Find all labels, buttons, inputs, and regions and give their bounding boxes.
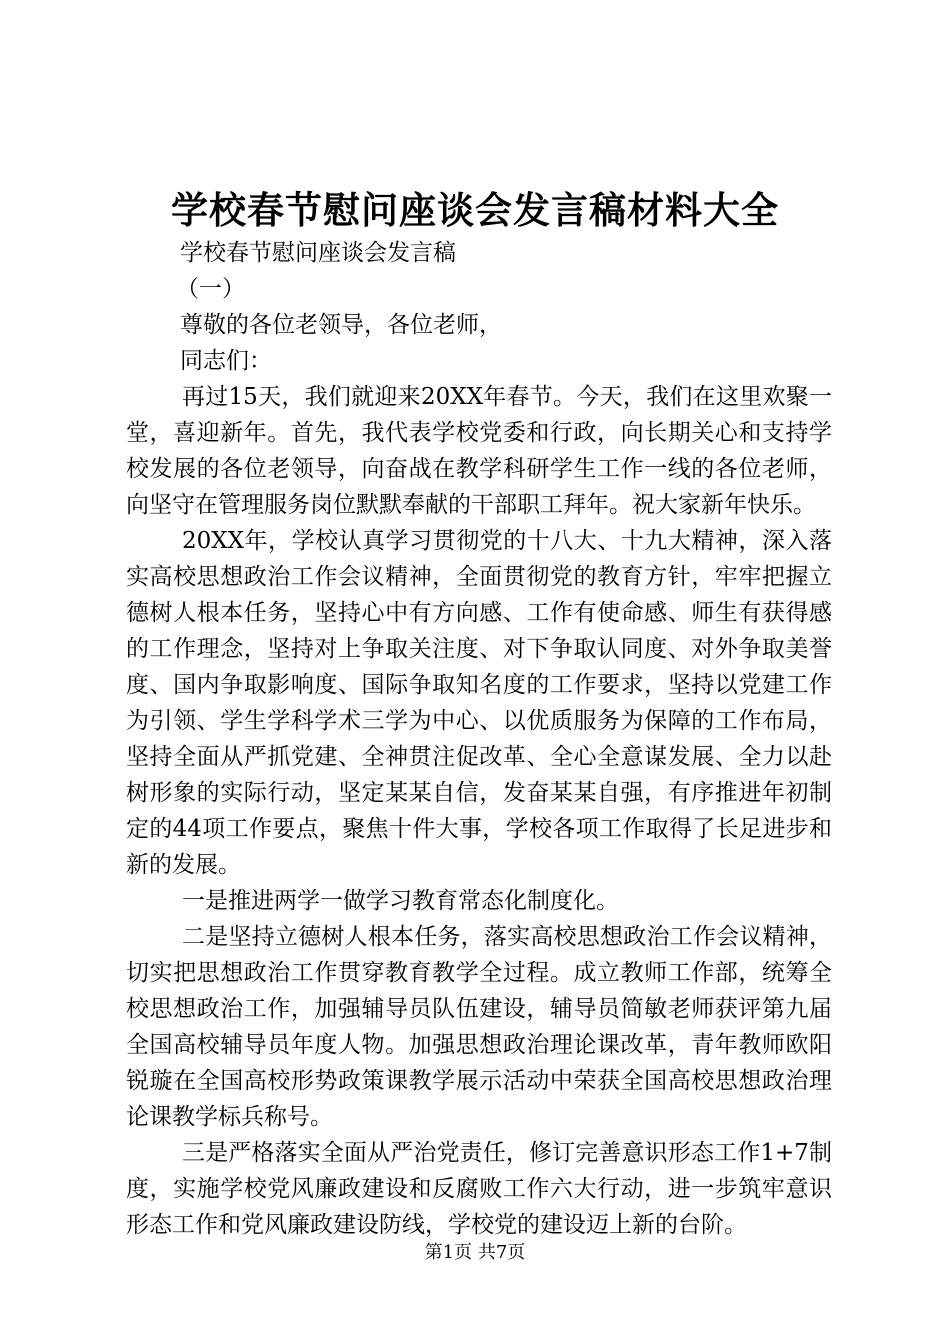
page-footer: 第1页 共7页 — [424, 1242, 526, 1263]
document-body — [126, 235, 832, 1243]
salutation-line-1: 尊敬的各位老领导，各位老师， — [180, 312, 502, 338]
paragraph-4: 二是坚持立德树人根本任务，落实高校思想政治工作会议精神，切实把思想政治工作贯穿教育教学全过程。成立教师工作部，统筹全校思想政治工作，加强辅导员队伍建设，辅导员简敏老师获评第九届全国高校辅导员年度人物。加强思想政治理论课改革，青年教师欧阳锐璇在全国高校形势政策课教学展示活动中荣获全国高校思想政治理论课教学标兵称号。 — [126, 924, 832, 1130]
salutation-line-2: 同志们： — [180, 348, 272, 374]
paragraph-2: 20XX年，学校认真学习贯彻党的十八大、十九大精神，深入落实高校思想政治工作会议精神，全面贯彻党的教育方针，牢牢把握立德树人根本任务，坚持心中有方向感、工作有使命感、师生有获得感的工作理念，坚持对上争取关注度、对下争取认同度、对外争取美誉度、国内争取影响度、国际争取知名度的工作要求，坚持以党建工作为引领、学生学科学术三学为中心、以优质服务为保障的工作布局，坚持全面从严抓党建、全神贯注促改革、全心全意谋发展、全力以赴树形象的实际行动，坚定某某自信，发奋某某自强，有序推进年初制定的44项工作要点，聚焦十件大事，学校各项工作取得了长足进步和新的发展。 — [126, 528, 832, 878]
paragraph-3: 一是推进两学一做学习教育常态化制度化。 — [182, 888, 619, 914]
document-title: 学校春节慰问座谈会发言稿材料大全 — [171, 188, 779, 232]
section-marker: （一） — [176, 276, 245, 302]
paragraph-5: 三是严格落实全面从严治党责任，修订完善意识形态工作1+7制度，实施学校党风廉政建设和反腐败工作六大行动，进一步筑牢意识形态工作和党风廉政建设防线，学校党的建设迈上新的台阶。 — [126, 1140, 832, 1238]
paragraph-1: 再过15天，我们就迎来20XX年春节。今天，我们在这里欢聚一堂，喜迎新年。首先，我代表学校党委和行政，向长期关心和支持学校发展的各位老领导，向奋战在教学科研学生工作一线的各位老师，向坚守在管理服务岗位默默奉献的干部职工拜年。祝大家新年快乐。 — [126, 384, 832, 518]
document-subtitle: 学校春节慰问座谈会发言稿 — [180, 240, 456, 266]
